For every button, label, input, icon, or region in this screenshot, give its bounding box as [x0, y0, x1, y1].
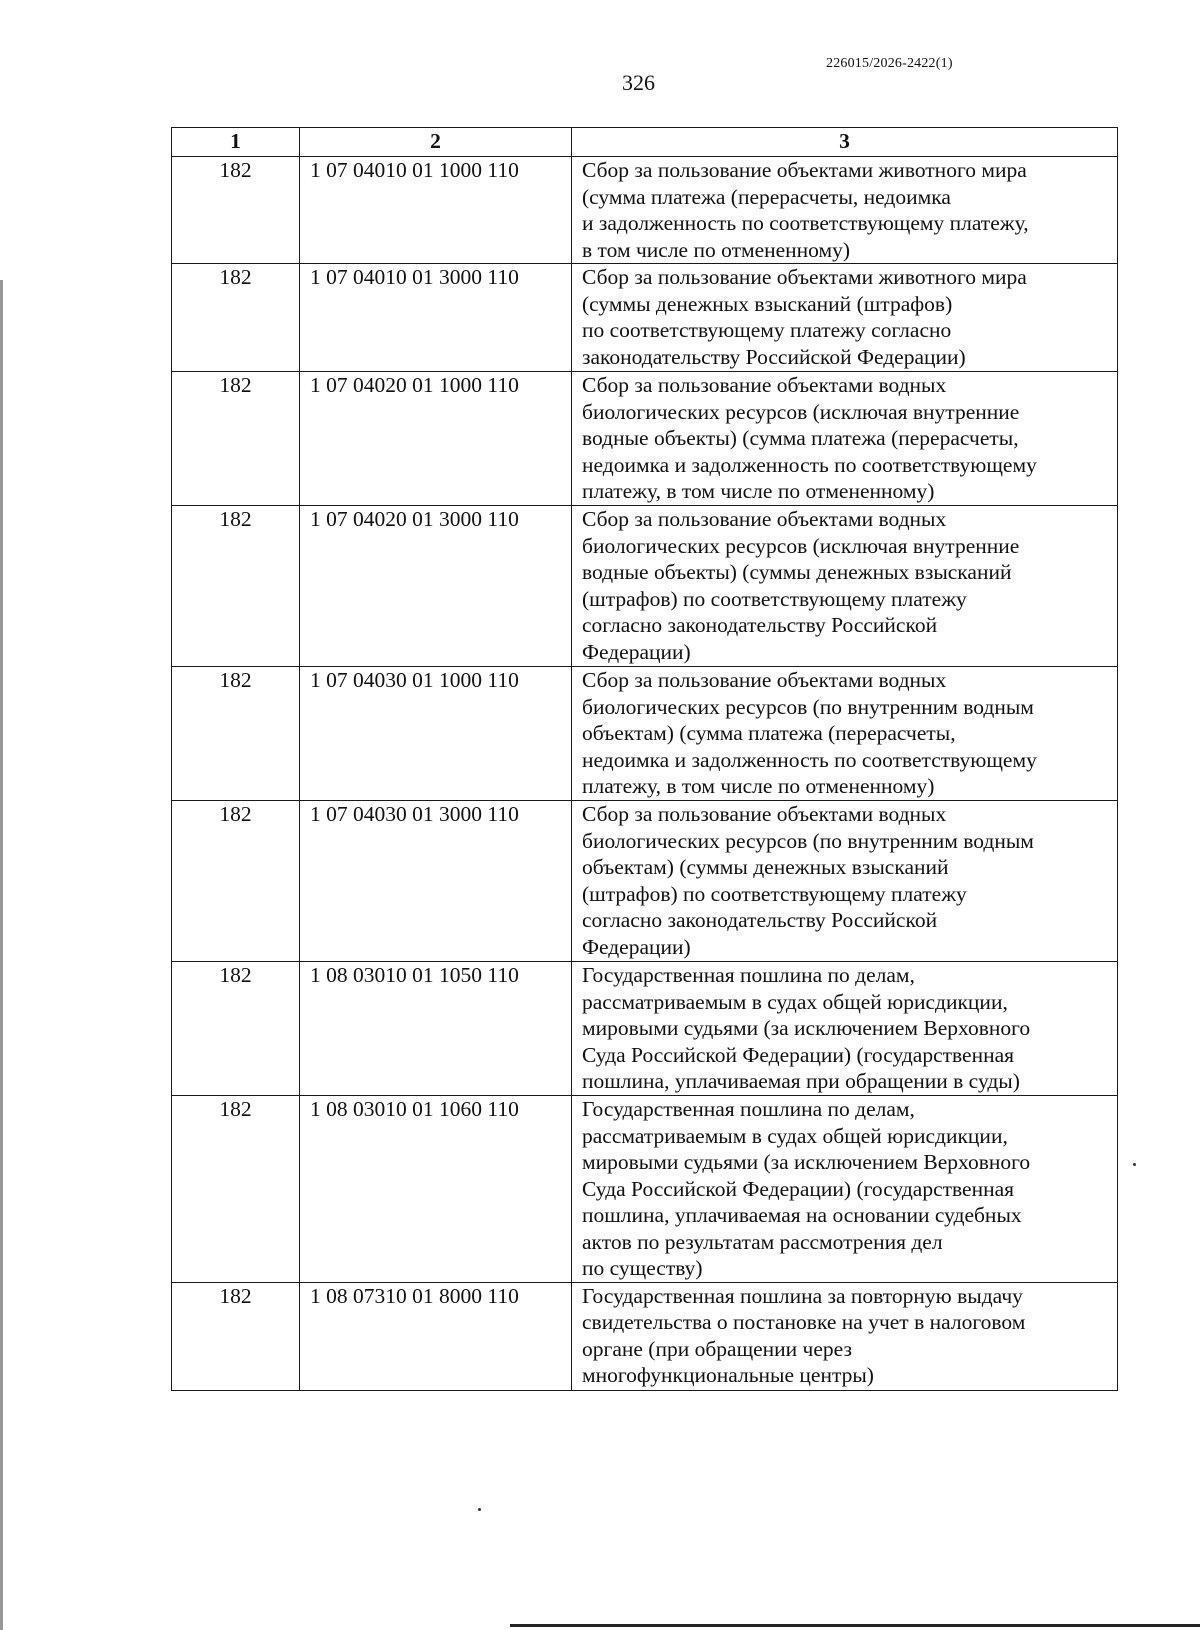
- scan-speck: [478, 1508, 481, 1511]
- admin-code-cell: 182: [172, 506, 300, 667]
- kbk-code-cell: 1 07 04020 01 3000 110: [300, 506, 572, 667]
- column-header-1: 1: [172, 128, 300, 157]
- document-id: 226015/2026-2422(1): [826, 56, 953, 71]
- description-cell: Сбор за пользование объектами животного мира (суммы денежных взысканий (штрафов) по соответствующему платежу согласно законодательству Российской Федерации): [572, 264, 1118, 372]
- admin-code-cell: 182: [172, 372, 300, 506]
- scan-speck: [1133, 1163, 1136, 1166]
- admin-code-cell: 182: [172, 801, 300, 962]
- table-row: [172, 157, 1118, 264]
- kbk-code-cell: 1 08 03010 01 1060 110: [300, 1096, 572, 1283]
- kbk-code-cell: 1 07 04010 01 1000 110: [300, 157, 572, 264]
- table-row: [172, 1096, 1118, 1283]
- admin-code-cell: 182: [172, 667, 300, 801]
- column-header-2: 2: [300, 128, 572, 157]
- kbk-code-cell: 1 07 04030 01 3000 110: [300, 801, 572, 962]
- column-header-3: 3: [572, 128, 1118, 157]
- table-row: [172, 372, 1118, 506]
- scan-edge-bottom: [510, 1624, 1200, 1627]
- kbk-code-cell: 1 07 04030 01 1000 110: [300, 667, 572, 801]
- kbk-code-cell: 1 07 04010 01 3000 110: [300, 264, 572, 372]
- table-row: [172, 962, 1118, 1096]
- admin-code-cell: 182: [172, 264, 300, 372]
- table-row: [172, 264, 1118, 372]
- kbk-code-cell: 1 08 03010 01 1050 110: [300, 962, 572, 1096]
- admin-code-cell: 182: [172, 962, 300, 1096]
- admin-code-cell: 182: [172, 1282, 300, 1390]
- description-cell: Сбор за пользование объектами водных биологических ресурсов (по внутренним водным объектам) (суммы денежных взысканий (штрафов) по соответствующему платежу согласно законодательству Российской Федерации): [572, 801, 1118, 962]
- kbk-code-cell: 1 07 04020 01 1000 110: [300, 372, 572, 506]
- table-row: [172, 667, 1118, 801]
- admin-code-cell: 182: [172, 157, 300, 264]
- description-cell: Государственная пошлина по делам, рассматриваемым в судах общей юрисдикции, мировыми судьями (за исключением Верховного Суда Российской Федерации) (государственная пошлина, уплачиваемая на основании судебных актов по результатам рассмотрения дел по существу): [572, 1096, 1118, 1283]
- kbk-code-cell: 1 08 07310 01 8000 110: [300, 1282, 572, 1390]
- budget-codes-table: [171, 127, 1118, 1391]
- admin-code-cell: 182: [172, 1096, 300, 1283]
- description-cell: Сбор за пользование объектами водных биологических ресурсов (исключая внутренние водные объекты) (сумма платежа (перерасчеты, недоимка и задолженность по соответствующему платежу, в том числе по отмененному): [572, 372, 1118, 506]
- page-number: 326: [622, 70, 655, 95]
- description-cell: Сбор за пользование объектами животного мира (сумма платежа (перерасчеты, недоимка и задолженность по соответствующему платежу, в том числе по отмененному): [572, 157, 1118, 264]
- table-header-row: [172, 128, 1118, 157]
- description-cell: Сбор за пользование объектами водных биологических ресурсов (исключая внутренние водные объекты) (суммы денежных взысканий (штрафов) по соответствующему платежу согласно законодательству Российской Федерации): [572, 506, 1118, 667]
- table-row: [172, 1282, 1118, 1390]
- description-cell: Государственная пошлина за повторную выдачу свидетельства о постановке на учет в налоговом органе (при обращении через многофункциональные центры): [572, 1282, 1118, 1390]
- scan-edge-left: [0, 0, 3, 1630]
- description-cell: Сбор за пользование объектами водных биологических ресурсов (по внутренним водным объектам) (сумма платежа (перерасчеты, недоимка и задолженность по соответствующему платежу, в том числе по отмененному): [572, 667, 1118, 801]
- description-cell: Государственная пошлина по делам, рассматриваемым в судах общей юрисдикции, мировыми судьями (за исключением Верховного Суда Российской Федерации) (государственная пошлина, уплачиваемая при обращении в суды): [572, 962, 1118, 1096]
- table-row: [172, 801, 1118, 962]
- table-row: [172, 506, 1118, 667]
